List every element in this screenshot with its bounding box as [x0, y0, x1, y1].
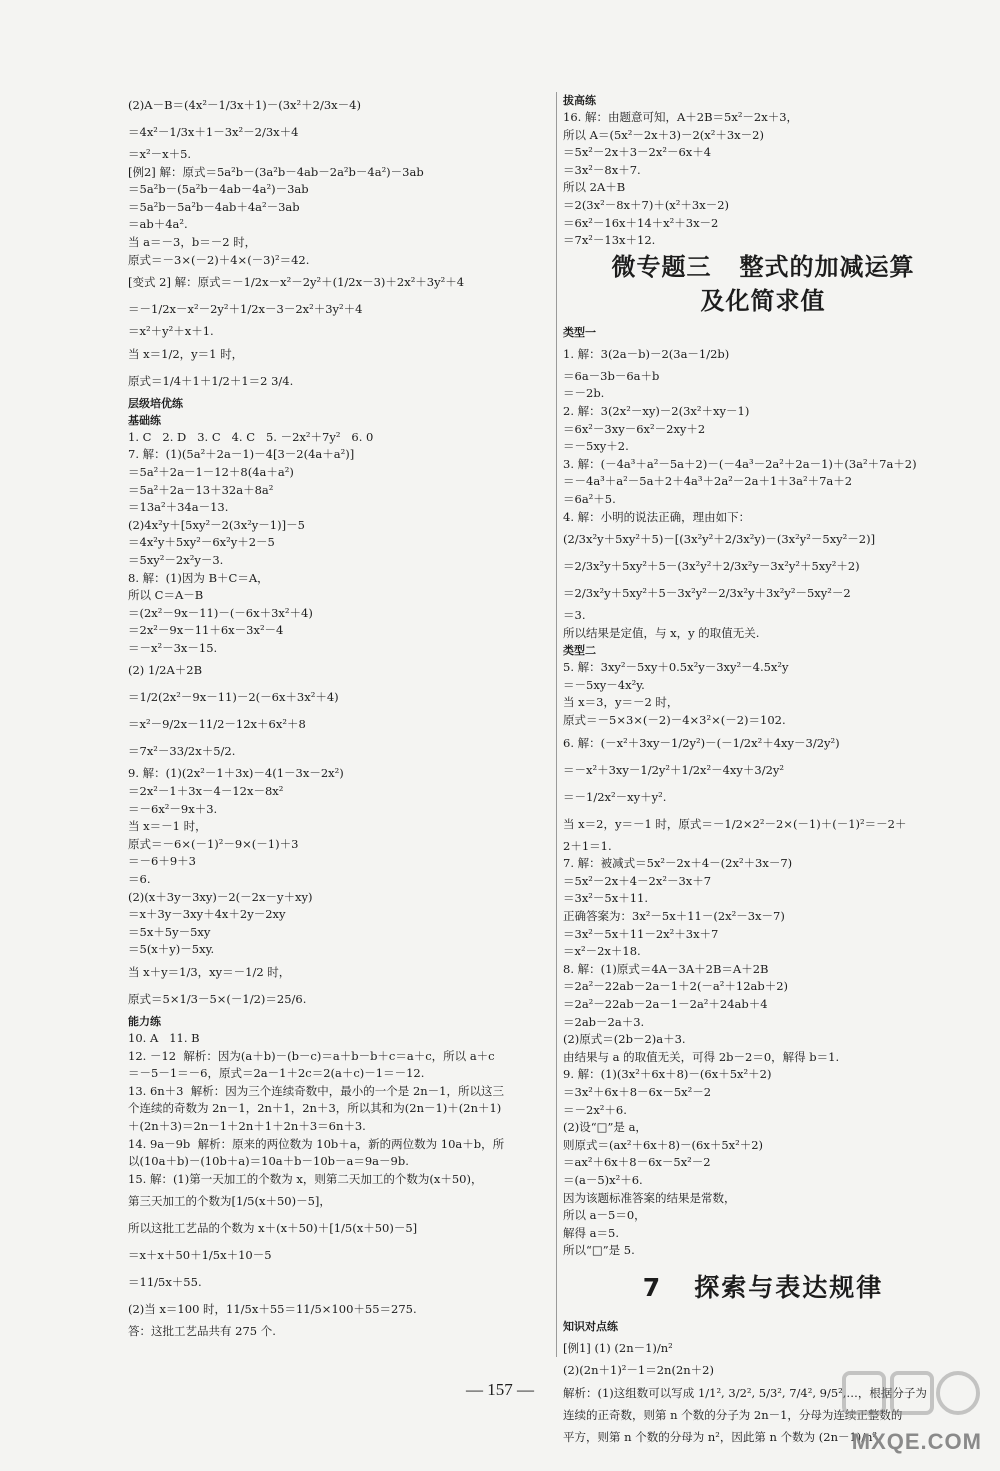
topic-title-line2: 及化简求值 [700, 286, 826, 315]
solution-line: 所以 C＝A－B [128, 588, 204, 603]
solution-line: 所以 a－5＝0， [563, 1208, 646, 1223]
solution-line: ＝－1/2x－x²－2y²＋1/2x－3－2x²＋3y²＋4 [128, 302, 363, 317]
solution-line: ＝3. [563, 608, 586, 623]
solution-line: ＝－x²＋3xy－1/2y²＋1/2x²－4xy＋3/2y² [563, 762, 785, 777]
solution-line: (2)(2n＋1)²－1＝2n(2n＋2) [563, 1362, 714, 1377]
solution-line: 当 x＝2，y＝－1 时，原式＝－1/2×2²－2×(－1)＋(－1)²＝－2＋ [563, 816, 907, 831]
solution-line: 2. 解：3(2x²－xy)－2(3x²＋xy－1) [563, 403, 750, 418]
section-title: 7 探索与表达规律 [642, 1272, 884, 1302]
left-column [128, 92, 548, 1341]
solution-line: ＝7x²－13x＋12. [563, 233, 656, 248]
solution-line: 5. 解：3xy²－5xy＋0.5x²y－3xy²－4.5x²y [563, 660, 789, 675]
right-column [563, 92, 963, 1451]
solution-line: 16. 解：由题意可知，A＋2B＝5x²－2x＋3， [563, 110, 799, 124]
solution-line: ＝3x²－8x＋7. [563, 162, 641, 177]
solution-line: (2)A－B＝(4x²－1/3x＋1)－(3x²＋2/3x－4) [128, 98, 361, 112]
solution-line: ＝4x²y＋5xy²－6x²y＋2－5 [128, 535, 275, 550]
solution-line: 以(10a＋b)－(10b＋a)＝10a＋b－10b－a＝9a－9b. [128, 1154, 409, 1169]
solution-line: ＋(2n＋3)＝2n－1＋2n＋1＋2n＋3＝6n＋3. [128, 1118, 366, 1133]
solution-line: 7. 解：(1)(5a²＋2a－1)－4[3－2(4a＋a²)] [128, 447, 355, 462]
solution-line: ＝6x²－3xy－6x²－2xy＋2 [563, 421, 706, 436]
solution-line: ＝5a²b－5a²b－4ab＋4a²－3ab [128, 199, 300, 214]
extension-exercise-block [563, 92, 963, 250]
solution-line: ＝－4a³＋a²－5a＋2＋4a³＋2a²－2a＋1＋3a²＋7a＋2 [563, 474, 853, 489]
solution-line: ＝2(3x²－8x＋7)＋(x²＋3x－2) [563, 197, 730, 212]
solution-line: ＝1/2(2x²－9x－11)－2(－6x＋3x²＋4) [128, 690, 339, 705]
solution-line: ＝－2b. [563, 386, 605, 401]
solution-line: 解析：(1)这组数可以写成 1/1², 3/2², 5/3², 7/4², 9/5²,…，根据分子为 [563, 1385, 927, 1400]
solution-line: ＝5a²＋2a－1－12＋8(4a＋a²) [128, 464, 294, 479]
solution-line: 正确答案为：3x²－5x＋11－(2x²－3x－7) [563, 909, 785, 924]
solution-line: ＝5x²－2x＋4－2x²－3x＋7 [563, 873, 712, 888]
solution-line: ＝2a²－22ab－2a－1－2a²＋24ab＋4 [563, 997, 768, 1011]
solution-line: 原式＝1/4＋1＋1/2＋1＝2 3/4. [128, 373, 294, 388]
solution-line: 第三天加工的个数为[1/5(x＋50)－5]， [128, 1194, 331, 1209]
solution-line: 8. 解：(1)因为 B＋C＝A， [128, 570, 269, 585]
solution-line: 平方，则第 n 个数的分母为 n²，因此第 n 个数为 (2n－1)/n². [563, 1430, 881, 1445]
solution-line: 当 x＋y＝1/3，xy＝－1/2 时， [128, 965, 291, 979]
solution-line: 所以 2A＋B [563, 180, 626, 195]
solution-line: [变式 2] 解：原式＝－1/2x－x²－2y²＋(1/2x－3)＋2x²＋3y²＋4 [128, 275, 465, 290]
topic-exercise-block [563, 324, 963, 1260]
solution-line: ＝3x²－5x＋11－2x²＋3x＋7 [563, 926, 719, 941]
solution-line: [例1] (1) (2n－1)/n² [563, 1340, 673, 1355]
solution-line: ＝5xy²－2x²y－3. [128, 552, 224, 567]
solution-line: 则原式＝(ax²＋6x＋8)－(6x＋5x²＋2) [563, 1137, 764, 1152]
solution-line: 由结果与 a 的取值无关，可得 2b－2＝0，解得 b＝1. [563, 1049, 840, 1064]
solution-line: ＝－5xy＋2. [563, 439, 629, 454]
solution-line: ＝4x²－1/3x＋1－3x²－2/3x＋4 [128, 125, 299, 139]
solution-line: ＝－x²－3x－15. [128, 640, 218, 655]
solution-line: ＝5x＋5y－5xy [128, 924, 211, 939]
solution-line: 所以结果是定值，与 x，y 的取值无关. [563, 625, 760, 640]
solution-line: (2)原式＝(2b－2)a＋3. [563, 1032, 686, 1047]
solution-line: 13. 6n＋3 解析：因为三个连续奇数中，最小的一个是 2n－1，所以这三 [128, 1083, 504, 1098]
solution-line: 所以“□”是 5. [563, 1243, 635, 1258]
solution-line: 个连续的奇数为 2n－1，2n＋1，2n＋3，所以其和为(2n－1)＋(2n＋1) [128, 1101, 502, 1116]
solution-line: ＝5a²＋2a－13＋32a＋8a² [128, 482, 274, 497]
solution-line: 原式＝5×1/3－5×(－1/2)＝25/6. [128, 992, 307, 1006]
solution-line: ＝2/3x²y＋5xy²＋5－3x²y²－2/3x²y＋3x²y²－5xy²－2 [563, 586, 851, 601]
solution-line: ＝－5－1＝－6，原式＝2a－1＋2c＝2(a＋c)－1＝－12. [128, 1066, 425, 1081]
section-heading: 知识对点练 [563, 1319, 618, 1333]
solution-line: ＝2x²－9x－11＋6x－3x²－4 [128, 623, 284, 638]
section-heading: 基础练 [128, 413, 161, 427]
solution-line: [例2] 解：原式＝5a²b－(3a²b－4ab－2a²b－4a²)－3ab [128, 164, 424, 179]
solution-line: ＝－6＋9＋3 [128, 854, 196, 869]
solution-line: 原式＝－3×(－2)＋4×(－3)²＝42. [128, 252, 310, 267]
solution-line: 14. 9a－9b 解析：原来的两位数为 10b＋a，新的两位数为 10a＋b，所 [128, 1136, 505, 1151]
solution-line: 所以 A＝(5x²－2x＋3)－2(x²＋3x－2) [563, 127, 764, 142]
section-heading: 类型二 [563, 644, 596, 658]
solution-line: 当 a＝－3，b＝－2 时， [128, 234, 257, 249]
solution-line: ＝(2x²－9x－11)－(－6x＋3x²＋4) [128, 605, 313, 620]
solution-line: 1. C 2. D 3. C 4. C 5. －2x²＋7y² 6. 0 [128, 429, 374, 444]
solution-line: 7. 解：被减式＝5x²－2x＋4－(2x²＋3x－7) [563, 856, 793, 871]
solution-line: ＝－6x²－9x＋3. [128, 801, 218, 816]
solution-line: ＝2ab－2a＋3. [563, 1014, 645, 1029]
solution-line: 4. 解：小明的说法正确，理由如下： [563, 509, 751, 524]
page-number: — 157 — [466, 1380, 534, 1399]
solution-line: ＝6a²＋5. [563, 491, 616, 506]
solution-line: ＝－2x²＋6. [563, 1102, 627, 1117]
solution-line: 9. 解：(1)(2x²－1＋3x)－4(1－3x－2x²) [128, 766, 344, 781]
solution-line: 当 x＝1/2，y＝1 时， [128, 346, 244, 361]
solution-line: 8. 解：(1)原式＝4A－3A＋2B＝A＋2B [563, 961, 769, 976]
section-heading: 能力练 [128, 1015, 161, 1028]
solution-line: (2)当 x＝100 时，11/5x＋55＝11/5×100＋55＝275. [128, 1302, 417, 1317]
solution-line: ＝13a²＋34a－13. [128, 500, 229, 515]
solution-line: 10. A 11. B [128, 1031, 200, 1045]
solution-line: ＝2x²－1＋3x－4－12x－8x² [128, 784, 284, 799]
solution-line: 答：这批工艺品共有 275 个. [128, 1324, 276, 1339]
solution-line: ＝x²－2x＋18. [563, 944, 641, 959]
solution-line: ＝x＋x＋50＋1/5x＋10－5 [128, 1248, 272, 1263]
solution-line: ＝2/3x²y＋5xy²＋5－(3x²y²＋2/3x²y－3x²y²＋5xy²＋2) [563, 559, 860, 574]
solution-line: 当 x＝3，y＝－2 时， [563, 695, 679, 710]
solution-line: ＝5a²b－(5a²b－4ab－4a²)－3ab [128, 182, 309, 197]
solution-line: (2)设“□”是 a， [563, 1120, 647, 1135]
solution-line: ＝x＋3y－3xy＋4x＋2y－2xy [128, 907, 286, 922]
solution-line: ＝6x²－16x＋14＋x²＋3x－2 [563, 215, 719, 230]
solution-line: (2/3x²y＋5xy²＋5)－[(3x²y²＋2/3x²y)－(3x²y²－5xy²－2)] [563, 532, 876, 547]
solution-line: 原式＝－6×(－1)²－9×(－1)＋3 [128, 836, 299, 851]
solution-line: ＝3x²＋6x＋8－6x－5x²－2 [563, 1084, 712, 1099]
solution-line: 3. 解：(－4a³＋a²－5a＋2)－(－4a³－2a²＋2a－1)＋(3a²＋7a＋2) [563, 456, 917, 471]
solution-line: 6. 解：(－x²＋3xy－1/2y²)－(－1/2x²＋4xy－3/2y²) [563, 735, 840, 750]
watermark-text: MXQE.COM [851, 1429, 982, 1454]
column-divider [556, 92, 557, 1357]
solution-line: ＝6a－3b－6a＋b [563, 368, 660, 383]
solution-line: ＝x²－9/2x－11/2－12x＋6x²＋8 [128, 717, 306, 732]
solution-line: ＝2a²－22ab－2a－1＋2(－a²＋12ab＋2) [563, 979, 789, 994]
solution-line: 当 x＝－1 时， [128, 819, 207, 834]
solution-line: (2)4x²y＋[5xy²－2(3x²y－1)]－5 [128, 517, 305, 532]
solution-line: 因为该题标准答案的结果是常数， [563, 1190, 736, 1205]
solution-line: ＝7x²－33/2x＋5/2. [128, 744, 236, 759]
section-heading: 类型一 [563, 325, 596, 339]
solution-line: ＝－5xy－4x²y. [563, 677, 645, 692]
solution-line: ＝6. [128, 872, 151, 887]
solution-line: 1. 解：3(2a－b)－2(3a－1/2b) [563, 346, 730, 361]
solution-line: ＝x²＋y²＋x＋1. [128, 324, 214, 339]
solution-line: 15. 解：(1)第一天加工的个数为 x，则第二天加工的个数为(x＋50)， [128, 1171, 483, 1186]
solution-line: ＝5(x＋y)－5xy. [128, 942, 215, 957]
solution-line: 所以这批工艺品的个数为 x＋(x＋50)＋[1/5(x＋50)－5] [128, 1221, 418, 1236]
section-heading: 层级培优练 [128, 396, 183, 410]
solution-line: ＝ab＋4a². [128, 217, 188, 232]
section-heading: 拔高练 [563, 94, 596, 107]
solution-line: 连续的正奇数，则第 n 个数的分子为 2n－1，分母为连续正整数的 [563, 1407, 903, 1422]
solution-line: (2) 1/2A＋2B [128, 663, 203, 678]
solution-line: ＝－1/2x²－xy＋y². [563, 789, 667, 804]
solution-line: 12. －12 解析：因为(a＋b)－(b－c)＝a＋b－b＋c＝a＋c，所以 a＋c [128, 1048, 495, 1063]
solution-line: ＝11/5x＋55. [128, 1275, 202, 1290]
solution-line: ＝5x²－2x＋3－2x²－6x＋4 [563, 145, 712, 160]
solution-line: 解得 a＝5. [563, 1225, 619, 1240]
solution-line: ＝ax²＋6x＋8－6x－5x²－2 [563, 1155, 711, 1170]
topic-title-line1: 微专题三 整式的加减运算 [611, 252, 915, 281]
solution-line: ＝(a－5)x²＋6. [563, 1172, 643, 1187]
solution-line: ＝x²－x＋5. [128, 147, 192, 161]
solution-line: (2)(x＋3y－3xy)－2(－2x－y＋xy) [128, 889, 313, 904]
solution-line: 原式＝－5×3×(－2)－4×3²×(－2)＝102. [563, 713, 786, 728]
solution-line: 9. 解：(1)(3x²＋6x＋8)－(6x＋5x²＋2) [563, 1067, 772, 1082]
solution-line: 2＋1＝1. [563, 838, 612, 853]
solution-line: ＝3x²－5x＋11. [563, 891, 649, 906]
